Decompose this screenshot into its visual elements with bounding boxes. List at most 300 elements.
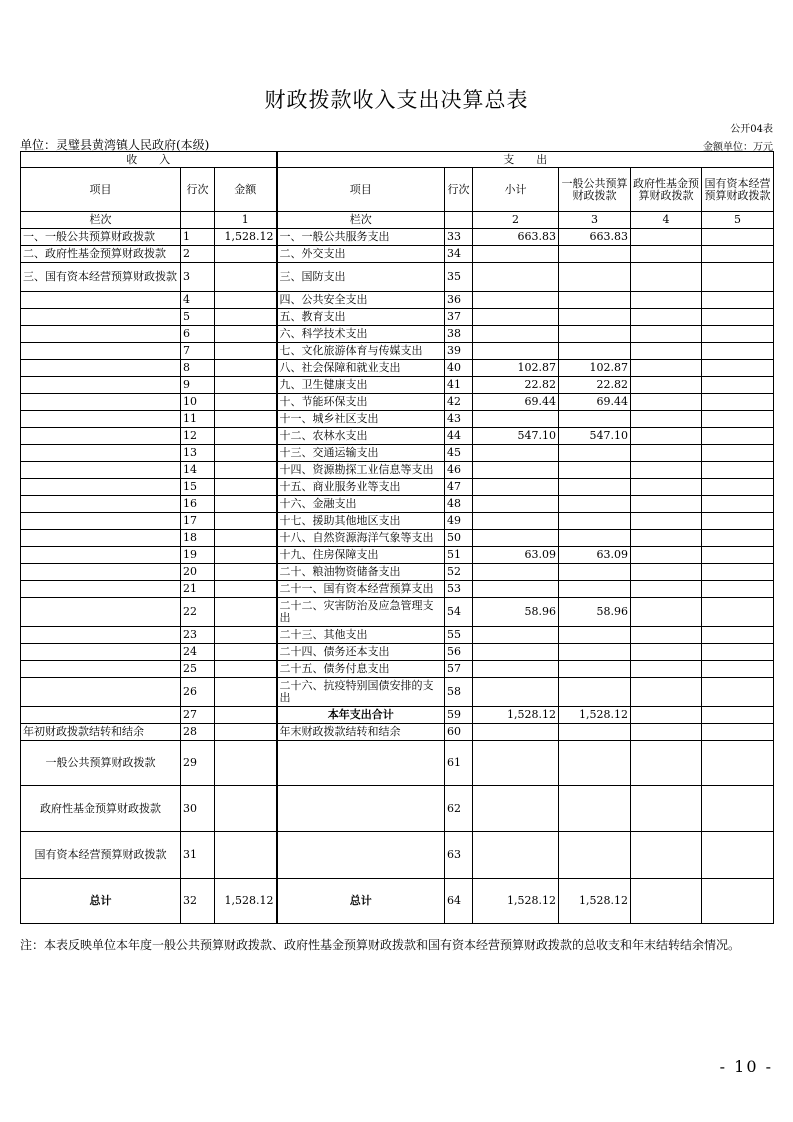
income-amount [215, 496, 277, 513]
header-fund: 政府性基金预算财政拨款 [631, 168, 702, 212]
header-subtotal: 小计 [473, 168, 559, 212]
expense-soe [702, 462, 774, 479]
income-row-no: 5 [181, 309, 215, 326]
expense-row-no: 57 [445, 661, 473, 678]
income-item: 二、政府性基金预算财政拨款 [21, 246, 181, 263]
expense-subtotal: 663.83 [473, 229, 559, 246]
income-amount [215, 462, 277, 479]
expense-soe [702, 263, 774, 292]
table-row [21, 530, 774, 547]
expense-subtotal: 1,528.12 [473, 879, 559, 924]
expense-row-no: 35 [445, 263, 473, 292]
income-row-no: 26 [181, 678, 215, 707]
income-item [21, 343, 181, 360]
expense-subtotal: 22.82 [473, 377, 559, 394]
income-amount [215, 246, 277, 263]
expense-item: 十一、城乡社区支出 [277, 411, 445, 428]
expense-general: 663.83 [559, 229, 631, 246]
income-amount [215, 360, 277, 377]
expense-item: 二十三、其他支出 [277, 627, 445, 644]
income-row-no: 9 [181, 377, 215, 394]
income-row-no: 1 [181, 229, 215, 246]
column-header-row [21, 168, 774, 212]
expense-soe [702, 394, 774, 411]
expense-soe [702, 428, 774, 445]
col-index-general: 3 [559, 212, 631, 229]
table-row [21, 394, 774, 411]
expense-fund [631, 428, 702, 445]
table-row [21, 343, 774, 360]
expense-soe [702, 377, 774, 394]
income-amount: 1,528.12 [215, 229, 277, 246]
expense-subtotal: 547.10 [473, 428, 559, 445]
table-row [21, 246, 774, 263]
expense-item: 十五、商业服务业等支出 [277, 479, 445, 496]
table-row [21, 661, 774, 678]
expense-fund [631, 229, 702, 246]
expense-subtotal [473, 581, 559, 598]
table-row [21, 377, 774, 394]
income-item [21, 496, 181, 513]
expense-fund [631, 479, 702, 496]
income-amount [215, 377, 277, 394]
table-row [21, 598, 774, 627]
expense-general [559, 326, 631, 343]
income-row-no: 21 [181, 581, 215, 598]
expense-subtotal: 102.87 [473, 360, 559, 377]
expense-subtotal [473, 724, 559, 741]
expense-general [559, 832, 631, 879]
expense-row-no: 44 [445, 428, 473, 445]
income-row-no: 29 [181, 741, 215, 786]
expense-general [559, 411, 631, 428]
expense-general [559, 786, 631, 832]
table-row [21, 229, 774, 246]
income-row-no: 23 [181, 627, 215, 644]
expense-item: 十四、资源勘探工业信息等支出 [277, 462, 445, 479]
expense-row-no: 43 [445, 411, 473, 428]
header-item: 项目 [21, 168, 181, 212]
income-row-no: 31 [181, 832, 215, 879]
expense-row-no: 37 [445, 309, 473, 326]
expense-item: 十、节能环保支出 [277, 394, 445, 411]
table-row [21, 741, 774, 786]
expense-general: 102.87 [559, 360, 631, 377]
expense-fund [631, 246, 702, 263]
table-row [21, 445, 774, 462]
header-item2: 项目 [277, 168, 445, 212]
expense-soe [702, 707, 774, 724]
income-item [21, 581, 181, 598]
expense-subtotal [473, 678, 559, 707]
expense-general [559, 644, 631, 661]
expense-general: 1,528.12 [559, 707, 631, 724]
income-item [21, 678, 181, 707]
income-amount [215, 428, 277, 445]
expense-soe [702, 360, 774, 377]
table-row [21, 462, 774, 479]
expense-soe [702, 832, 774, 879]
expense-fund [631, 462, 702, 479]
income-row-no: 32 [181, 879, 215, 924]
income-amount [215, 292, 277, 309]
expense-row-no: 52 [445, 564, 473, 581]
header-row-no2: 行次 [445, 168, 473, 212]
income-amount [215, 411, 277, 428]
expense-fund [631, 343, 702, 360]
income-row-no: 6 [181, 326, 215, 343]
expense-row-no: 53 [445, 581, 473, 598]
expense-subtotal [473, 326, 559, 343]
expense-general [559, 530, 631, 547]
table-row [21, 292, 774, 309]
expense-general [559, 661, 631, 678]
income-amount [215, 627, 277, 644]
expense-general [559, 343, 631, 360]
income-row-no: 18 [181, 530, 215, 547]
income-row-no: 4 [181, 292, 215, 309]
expense-soe [702, 627, 774, 644]
income-item [21, 627, 181, 644]
expense-item: 五、教育支出 [277, 309, 445, 326]
expense-item: 本年支出合计 [277, 707, 445, 724]
expense-row-no: 63 [445, 832, 473, 879]
income-item [21, 479, 181, 496]
expense-item: 十八、自然资源海洋气象等支出 [277, 530, 445, 547]
income-item [21, 564, 181, 581]
expense-subtotal: 69.44 [473, 394, 559, 411]
expense-fund [631, 496, 702, 513]
expense-general [559, 496, 631, 513]
income-row-no: 16 [181, 496, 215, 513]
income-amount [215, 678, 277, 707]
col-index-label: 栏次 [21, 212, 181, 229]
expense-fund [631, 263, 702, 292]
income-amount [215, 513, 277, 530]
expense-row-no: 40 [445, 360, 473, 377]
expense-subtotal [473, 479, 559, 496]
expense-item: 二十一、国有资本经营预算支出 [277, 581, 445, 598]
expense-general [559, 445, 631, 462]
table-row [21, 411, 774, 428]
expense-subtotal: 1,528.12 [473, 707, 559, 724]
col-index-amount: 1 [215, 212, 277, 229]
expense-general [559, 479, 631, 496]
income-row-no: 2 [181, 246, 215, 263]
expense-item: 年末财政拨款结转和结余 [277, 724, 445, 741]
expense-fund [631, 309, 702, 326]
income-row-no: 17 [181, 513, 215, 530]
expense-item: 三、国防支出 [277, 263, 445, 292]
income-item [21, 707, 181, 724]
expense-soe [702, 445, 774, 462]
expense-subtotal [473, 832, 559, 879]
expense-item: 九、卫生健康支出 [277, 377, 445, 394]
expense-subtotal: 58.96 [473, 598, 559, 627]
expense-item: 二十六、抗疫特别国债安排的支出 [277, 678, 445, 707]
table-row [21, 644, 774, 661]
table-row [21, 263, 774, 292]
header-general: 一般公共预算财政拨款 [559, 168, 631, 212]
income-item: 国有资本经营预算财政拨款 [21, 832, 181, 879]
income-item [21, 309, 181, 326]
expense-row-no: 41 [445, 377, 473, 394]
income-group-header: 收 入 [21, 152, 277, 168]
expense-row-no: 48 [445, 496, 473, 513]
group-header-row [21, 152, 774, 168]
header-soe: 国有资本经营预算财政拨款 [702, 168, 774, 212]
expense-item: 七、文化旅游体育与传媒支出 [277, 343, 445, 360]
expense-item: 总计 [277, 879, 445, 924]
expense-general: 22.82 [559, 377, 631, 394]
table-row [21, 547, 774, 564]
income-amount [215, 263, 277, 292]
expense-soe [702, 547, 774, 564]
table-row [21, 564, 774, 581]
table-row [21, 724, 774, 741]
income-item: 一般公共预算财政拨款 [21, 741, 181, 786]
income-row-no: 30 [181, 786, 215, 832]
expense-fund [631, 530, 702, 547]
expense-fund [631, 513, 702, 530]
expense-subtotal: 63.09 [473, 547, 559, 564]
income-item [21, 644, 181, 661]
income-row-no: 22 [181, 598, 215, 627]
income-item [21, 394, 181, 411]
expense-subtotal [473, 741, 559, 786]
expense-row-no: 59 [445, 707, 473, 724]
amount-unit-label: 金额单位：万元 [703, 142, 773, 153]
expense-item: 十九、住房保障支出 [277, 547, 445, 564]
income-amount [215, 832, 277, 879]
income-row-no: 27 [181, 707, 215, 724]
income-amount [215, 724, 277, 741]
table-row [21, 326, 774, 343]
income-amount [215, 581, 277, 598]
expense-subtotal [473, 246, 559, 263]
form-number: 公开04表 [730, 124, 773, 135]
income-amount [215, 479, 277, 496]
expense-soe [702, 496, 774, 513]
expense-item: 二十四、债务还本支出 [277, 644, 445, 661]
expense-row-no: 61 [445, 741, 473, 786]
income-row-no: 19 [181, 547, 215, 564]
expense-item: 十二、农林水支出 [277, 428, 445, 445]
expense-soe [702, 724, 774, 741]
col-index-blank [181, 212, 215, 229]
col-index-subtotal: 2 [473, 212, 559, 229]
expense-row-no: 39 [445, 343, 473, 360]
expense-soe [702, 581, 774, 598]
unit-label: 单位：灵璧县黄湾镇人民政府(本级) [20, 138, 210, 152]
expense-item: 二、外交支出 [277, 246, 445, 263]
income-amount [215, 644, 277, 661]
expense-group-header: 支 出 [277, 152, 774, 168]
expense-subtotal [473, 445, 559, 462]
expense-general: 58.96 [559, 598, 631, 627]
expense-fund [631, 445, 702, 462]
expense-row-no: 56 [445, 644, 473, 661]
expense-general [559, 292, 631, 309]
expense-fund [631, 547, 702, 564]
table-row [21, 786, 774, 832]
table-note: 注：本表反映单位本年度一般公共预算财政拨款、政府性基金预算财政拨款和国有资本经营预算财政拨款的总收支和年末结转结余情况。 [20, 938, 741, 952]
expense-row-no: 55 [445, 627, 473, 644]
expense-row-no: 34 [445, 246, 473, 263]
expense-item [277, 832, 445, 879]
expense-subtotal [473, 496, 559, 513]
expense-row-no: 42 [445, 394, 473, 411]
income-amount [215, 598, 277, 627]
income-item [21, 513, 181, 530]
income-item [21, 428, 181, 445]
expense-item [277, 786, 445, 832]
expense-general [559, 513, 631, 530]
expense-soe [702, 246, 774, 263]
expense-soe [702, 292, 774, 309]
expense-subtotal [473, 644, 559, 661]
expense-item: 二十五、债务付息支出 [277, 661, 445, 678]
expense-soe [702, 229, 774, 246]
expense-soe [702, 343, 774, 360]
expense-subtotal [473, 564, 559, 581]
income-row-no: 7 [181, 343, 215, 360]
expense-subtotal [473, 513, 559, 530]
column-index-row [21, 212, 774, 229]
income-row-no: 24 [181, 644, 215, 661]
expense-general [559, 678, 631, 707]
expense-row-no: 60 [445, 724, 473, 741]
expense-general [559, 627, 631, 644]
income-row-no: 13 [181, 445, 215, 462]
expense-fund [631, 598, 702, 627]
income-row-no: 14 [181, 462, 215, 479]
expense-soe [702, 644, 774, 661]
expense-soe [702, 879, 774, 924]
header-amount: 金额 [215, 168, 277, 212]
expense-row-no: 50 [445, 530, 473, 547]
expense-soe [702, 513, 774, 530]
expense-soe [702, 741, 774, 786]
expense-fund [631, 661, 702, 678]
expense-fund [631, 707, 702, 724]
expense-soe [702, 530, 774, 547]
income-item: 总计 [21, 879, 181, 924]
expense-fund [631, 581, 702, 598]
table-row [21, 832, 774, 879]
income-item [21, 411, 181, 428]
expense-item [277, 741, 445, 786]
expense-general [559, 564, 631, 581]
expense-item: 四、公共安全支出 [277, 292, 445, 309]
expense-subtotal [473, 309, 559, 326]
expense-general [559, 263, 631, 292]
expense-item: 十七、援助其他地区支出 [277, 513, 445, 530]
table-row [21, 360, 774, 377]
expense-row-no: 54 [445, 598, 473, 627]
expense-general [559, 724, 631, 741]
expense-general: 69.44 [559, 394, 631, 411]
expense-general [559, 581, 631, 598]
expense-soe [702, 564, 774, 581]
header-row-no: 行次 [181, 168, 215, 212]
income-row-no: 10 [181, 394, 215, 411]
expense-row-no: 62 [445, 786, 473, 832]
expense-subtotal [473, 263, 559, 292]
income-amount [215, 707, 277, 724]
expense-fund [631, 786, 702, 832]
income-amount [215, 326, 277, 343]
expense-general [559, 462, 631, 479]
table-row [21, 496, 774, 513]
expense-fund [631, 394, 702, 411]
expense-fund [631, 678, 702, 707]
expense-row-no: 33 [445, 229, 473, 246]
budget-table [20, 151, 774, 924]
expense-subtotal [473, 343, 559, 360]
expense-fund [631, 326, 702, 343]
table-row [21, 707, 774, 724]
income-item [21, 326, 181, 343]
table-row [21, 513, 774, 530]
expense-general [559, 246, 631, 263]
table-row [21, 879, 774, 924]
expense-fund [631, 377, 702, 394]
expense-fund [631, 644, 702, 661]
income-amount [215, 343, 277, 360]
income-item [21, 377, 181, 394]
expense-item: 十三、交通运输支出 [277, 445, 445, 462]
income-item [21, 598, 181, 627]
income-amount [215, 547, 277, 564]
expense-item: 一、一般公共服务支出 [277, 229, 445, 246]
income-item: 年初财政拨款结转和结余 [21, 724, 181, 741]
expense-fund [631, 411, 702, 428]
col-index-fund: 4 [631, 212, 702, 229]
expense-subtotal [473, 411, 559, 428]
expense-subtotal [473, 786, 559, 832]
income-item: 三、国有资本经营预算财政拨款 [21, 263, 181, 292]
expense-fund [631, 564, 702, 581]
income-row-no: 25 [181, 661, 215, 678]
income-row-no: 12 [181, 428, 215, 445]
expense-fund [631, 741, 702, 786]
income-row-no: 3 [181, 263, 215, 292]
income-row-no: 11 [181, 411, 215, 428]
expense-row-no: 38 [445, 326, 473, 343]
expense-item: 二十二、灾害防治及应急管理支出 [277, 598, 445, 627]
expense-soe [702, 678, 774, 707]
expense-fund [631, 360, 702, 377]
expense-subtotal [473, 627, 559, 644]
col-index-label2: 栏次 [277, 212, 445, 229]
expense-fund [631, 832, 702, 879]
table-row [21, 627, 774, 644]
expense-soe [702, 309, 774, 326]
expense-item: 十六、金融支出 [277, 496, 445, 513]
expense-soe [702, 661, 774, 678]
expense-item: 八、社会保障和就业支出 [277, 360, 445, 377]
income-row-no: 28 [181, 724, 215, 741]
expense-general [559, 741, 631, 786]
income-amount [215, 445, 277, 462]
income-item: 政府性基金预算财政拨款 [21, 786, 181, 832]
table-row [21, 678, 774, 707]
expense-subtotal [473, 462, 559, 479]
expense-item: 二十、粮油物资储备支出 [277, 564, 445, 581]
income-item: 一、一般公共预算财政拨款 [21, 229, 181, 246]
expense-row-no: 46 [445, 462, 473, 479]
